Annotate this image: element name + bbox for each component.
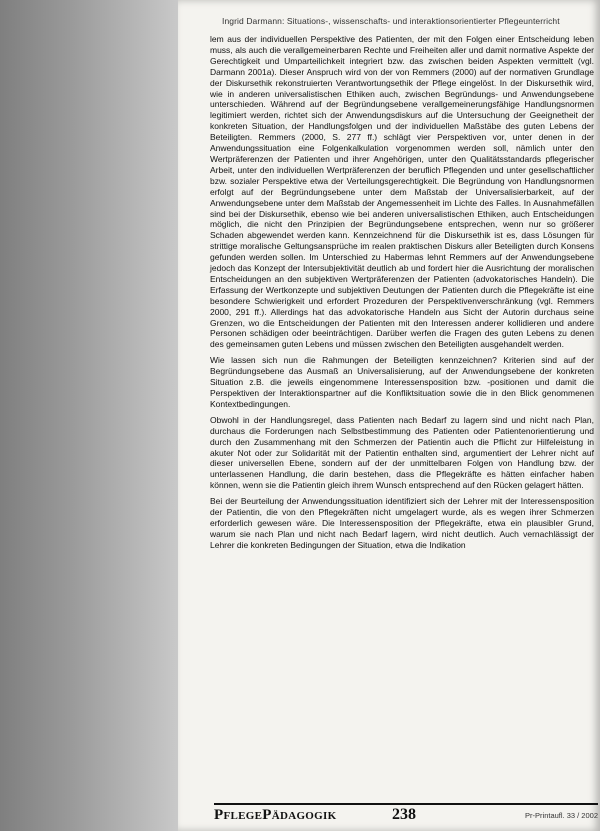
page-footer xyxy=(214,803,598,825)
paragraph-2: Wie lassen sich nun die Rahmungen der Beteiligten kennzeichnen? Kriterien sind auf der Begründungsebene das Ausmaß an Universalisierung, auf der Anwendungsebene der konkreten Situation z.B. die jeweils eingenommene Interessensposition bzw. -positionen und damit die Perspektiven der Interaktionspartner auf die Konfliktsituation sowie die in den Blick genommenen Kontextbedingungen. xyxy=(210,355,594,409)
paragraph-3: Obwohl in der Handlungsregel, dass Patienten nach Bedarf zu lagern sind und nicht nach Plan, durchaus die Forderungen nach Selbstbestimmung des Patienten oder Patientenorientierung und durch den Zusammenhang mit den Schmerzen der Patientin auch die Pflicht zur Hilfeleistung in akuter Not oder zur Solidarität mit der Patientin enthalten sind, argumentiert der Lehrer nicht auf dieser universellen Ebene, sondern auf der der unmittelbaren Folgen von Handlung bzw. der unterlassenen Handlung, die darin bestehen, dass die Pflegekräfte es hätten einfacher haben können, wenn sie die Patientin gleich ihrem Wunsch entsprechend auf den Rücken gelagert hätten. xyxy=(210,414,594,491)
running-head: Ingrid Darmann: Situations-, wissenschafts- und interaktionsorientierter Pflegeunterricht xyxy=(222,16,560,26)
journal-brand: PflegePädagogik xyxy=(214,807,337,823)
body-text xyxy=(210,34,594,556)
issue-info: Pr-Printaufl. 33 / 2002 xyxy=(525,811,598,820)
scan-margin xyxy=(0,0,178,831)
page-number: 238 xyxy=(392,806,416,823)
paragraph-1: lem aus der individuellen Perspektive des Patienten, der mit den Folgen einer Entscheidung leben muss, als auch die verallgemeinerbaren Rechte und Freiheiten aller und damit normative Aspekte der Gerechtigkeit und Umparteilichkeit integriert bzw. das zwischen beiden Aspekten vermittelt (vgl. Darmann 2001a). Dieser Anspruch wird von der von Remmers (2000) auf der normativen Grundlage der Diskursethik rekonstruierten Verantwortungsethik der Pflege eingelöst. In der Diskursethik wird, wie in anderen universalistischen Ethiken auch, zwischen Begründungs- und Anwendungsebene unterschieden. Während auf der Begründungsebene verallgemeinerungsfähige Handlungsnormen legitimiert werden, richtet sich der Anwendungsdiskurs auf die Untersuchung der Geeignetheit der konkreten Situation, der Handlungsfolgen und der individuellen Maßstäbe des guten Lebens der Beteiligten. Remmers (2000, S. 277 ff.) schlägt vier Perspektiven vor, unter denen in der Anwendungssituation eine Folgenkalkulation vorgenommen werden soll, nämlich unter den Wertpräferenzen der Patienten und ihrer Angehörigen, unter den Qualitätsstandards pflegerischer Arbeit, unter den individuellen Wertpräferenzen der beruflich Pflegenden und unter gesellschaftlicher bzw. sozialer Perspektive etwa der Verteilungsgerechtigkeit. Die Begründung von Handlungsnormen erfolgt auf der Begründungsebene unter dem Maßstab der Universalisierbarkeit, auf der Anwendungsebene unter dem Maßstab der Angemessenheit im Lichte des Falles. In Ausnahmefällen sind bei der Diskursethik, ebenso wie bei anderen universalistischen Ethiken, auch Entscheidungen möglich, die nicht den Prinzipien der Begründungsebene entsprechen, wenn nur so größerer Schaden abgewendet werden kann. Kennzeichnend für die Diskursethik ist es, dass Lösungen für strittige moralische Geltungsansprüche im realen praktischen Diskurs aller Beteiligten durch Konsens gefunden werden sollen. Im Unterschied zu Habermas lehnt Remmers auf der Anwendungsebene jedoch das Konzept der Intersubjektivität deutlich ab und fordert hier die Ausrichtung der moralischen Entscheidungen an den subjektiven Wertpräferenzen der Patienten (advokatorisches Handeln). Die Erfassung der Wertkonzepte und subjektiven Deutungen der Patienten durch die Pflegekräfte ist eine besondere Schwierigkeit und erfordert Prozeduren der Perspektivenverschränkung (vgl. Remmers 2000, 291 ff.). Allerdings hat das advokatorische Handeln aus Sicht der Autorin durchaus seine Grenzen, wo die Entscheidungen der Patienten mit den Interessen anderer kollidieren und andere Personen schädigen oder beeinträchtigen. Darüber werfen die Fragen des guten Lebens zu denen des gemeinsamen guten Lebens und müssen zwischen den Beteiligten ausgehandelt werden. xyxy=(210,34,594,350)
paragraph-4: Bei der Beurteilung der Anwendungssituation identifiziert sich der Lehrer mit der Interessensposition der Patientin, die von den Pflegekräften nicht umgelagert wurde, als es wegen ihrer Schmerzen erforderlich gewesen wäre. Die Interessensposition der Pflegekräfte, etwa ein plausibler Grund, warum sie nach Plan und nicht nach Bedarf lagern, wird nicht deutlich. Auch vernachlässigt der Lehrer die konkreten Bedingungen der Situation, etwa die Indikation xyxy=(210,496,594,550)
